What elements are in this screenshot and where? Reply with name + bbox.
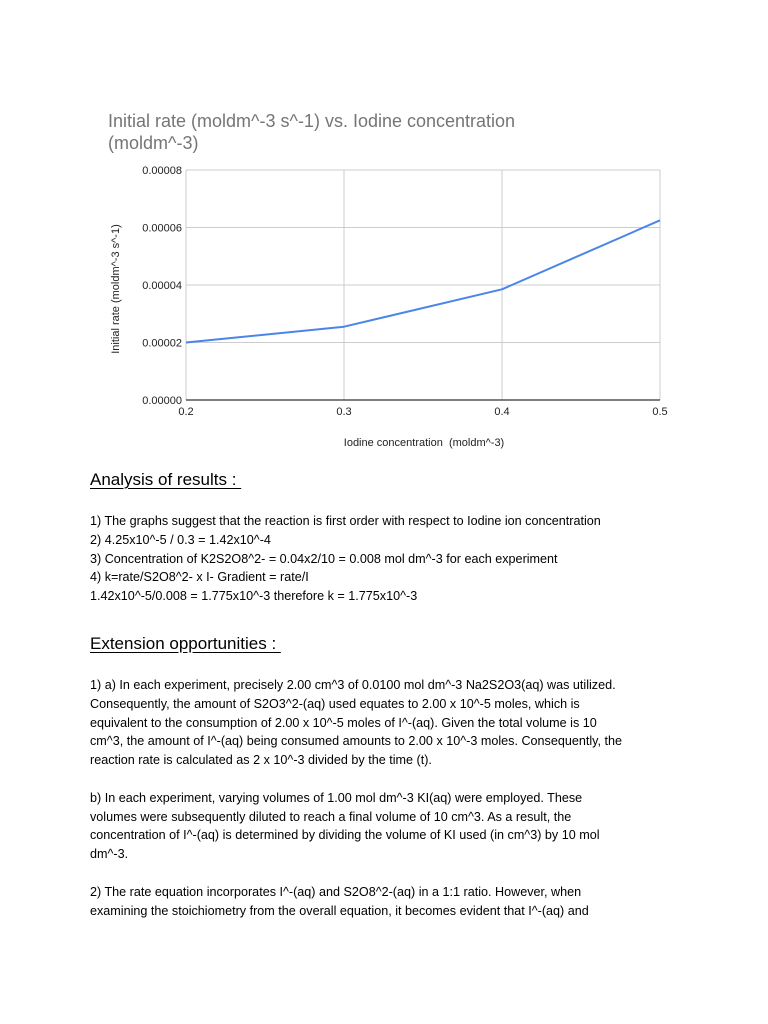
analysis-heading: Analysis of results :: [90, 470, 242, 489]
extension-line: Consequently, the amount of S2O3^2-(aq) used equates to 2.00 x 10^-5 moles, which is: [90, 696, 580, 711]
rate-vs-iodine-chart: [0, 0, 768, 460]
y-tick-label: 0.00004: [142, 280, 182, 292]
analysis-line: 2) 4.25x10^-5 / 0.3 = 1.42x10^-4: [90, 532, 271, 547]
x-tick-label: 0.4: [494, 406, 510, 418]
extension-text: [90, 676, 690, 920]
extension-line: dm^-3.: [90, 847, 129, 862]
analysis-line: 1) The graphs suggest that the reaction is first order with respect to Iodine ion concentration: [90, 514, 601, 528]
extension-line: reaction rate is calculated as 2 x 10^-3 divided by the time (t).: [90, 753, 432, 768]
extension-line: examining the stoichiometry from the overall equation, it becomes evident that I^-(aq) and: [90, 903, 589, 918]
extension-paragraph-3: [90, 883, 690, 921]
extension-line: equivalent to the consumption of 2.00 x 10^-5 moles of I^-(aq). Given the total volume is 10: [90, 715, 597, 730]
y-tick-label: 0.00002: [142, 337, 182, 350]
series-line: [186, 220, 660, 342]
analysis-line: 1.42x10^-5/0.008 = 1.775x10^-3 therefore k = 1.775x10^-3: [90, 589, 418, 604]
y-tick-label: 0.00008: [142, 165, 182, 177]
extension-line: concentration of I^-(aq) is determined by dividing the volume of KI used (in cm^3) by 10 mol: [90, 828, 600, 843]
extension-heading: Extension opportunities :: [90, 634, 281, 653]
y-tick-label: 0.00000: [142, 395, 182, 407]
chart-x-axis-label: Iodine concentration (moldm^-3): [343, 437, 505, 449]
extension-paragraph-1: [90, 676, 690, 770]
y-tick-label: 0.00006: [142, 222, 182, 235]
x-tick-label: 0.2: [178, 406, 194, 418]
extension-line: b) In each experiment, varying volumes of 1.00 mol dm^-3 KI(aq) were employed. These: [90, 790, 583, 805]
analysis-line: 3) Concentration of K2S2O8^2- = 0.04x2/10 = 0.008 mol dm^-3 for each experiment: [90, 551, 558, 566]
chart-y-axis-label: Initial rate (moldm^-3 s^-1): [110, 224, 122, 354]
extension-line: 1) a) In each experiment, precisely 2.00 cm^3 of 0.0100 mol dm^-3 Na2S2O3(aq) was utilized.: [90, 678, 616, 692]
chart-series: [186, 220, 660, 342]
extension-paragraph-2: [90, 789, 690, 864]
extension-line: cm^3, the amount of I^-(aq) being consumed amounts to 2.00 x 10^-3 moles. Consequently, the: [90, 734, 623, 749]
x-tick-label: 0.3: [336, 406, 352, 418]
x-tick-label: 0.5: [652, 406, 668, 418]
chart-title-line-1: Initial rate (moldm^-3 s^-1) vs. Iodine concentration: [108, 111, 516, 131]
chart-gridlines: [186, 170, 660, 400]
extension-line: volumes were subsequently diluted to reach a final volume of 10 cm^3. As a result, the: [90, 809, 572, 824]
extension-line: 2) The rate equation incorporates I^-(aq) and S2O8^2-(aq) in a 1:1 ratio. However, when: [90, 884, 582, 899]
analysis-line: 4) k=rate/S2O8^2- x I- Gradient = rate/I: [90, 570, 309, 585]
chart-axes: [142, 165, 667, 418]
chart-title-line-2: (moldm^-3): [108, 133, 199, 153]
analysis-list: [90, 512, 690, 606]
